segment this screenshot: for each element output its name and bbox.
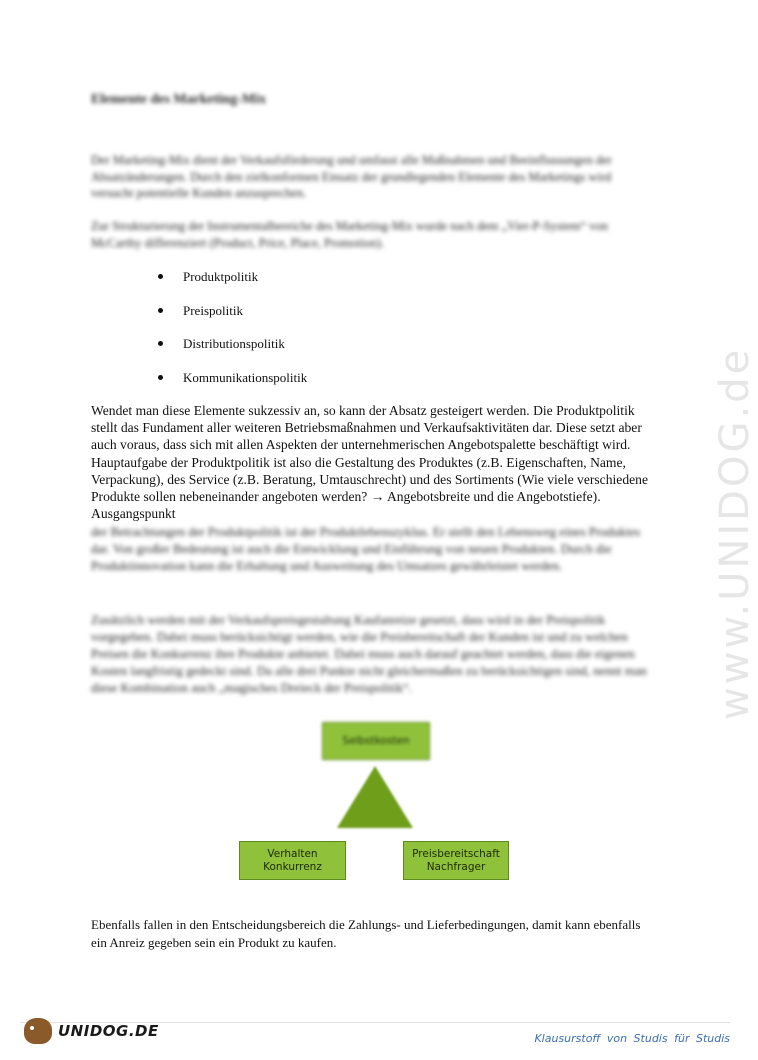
blurred-continuation: der Betrachtungen der Produktpolitik ist der Produktlebenszyklus. Er stellt den Lebensweg eines Produktes dar. Von großer Bedeutung ist auch die Entwicklung und Einführung von neuen Produkten. Durch die Produktinnovation kann die Erhaltung und Ausweitung des Umsatzes gewährleistet werden.: [91, 525, 641, 573]
diagram-right-label-2: Nachfrager: [426, 860, 486, 873]
diagram-left-label-1: Verhalten: [267, 847, 318, 860]
list-item: Distributionspolitik: [158, 335, 307, 369]
logo-text: UNIDOG.DE: [58, 1022, 159, 1040]
list-item: Preispolitik: [158, 302, 307, 336]
bullet-icon: [158, 308, 163, 313]
diagram-right-box: [403, 841, 509, 880]
bullet-list: [158, 268, 307, 402]
footer-slogan: Klausurstoff von Studis für Studis: [534, 1032, 730, 1045]
diagram-left-label-2: Konkurrenz: [263, 860, 322, 873]
price-paragraph: Zusätzlich werden mit der Verkaufspreisgestaltung Kaufanreize gesetzt, dass wird in der Preispolitik vorgegeben. Dabei muss berücksichtigt werden, wie die Preisbereitschaft der Kunden ist und zu welchen Preisen die Konkurrenz ihre Produkte anbietet. Dabei muss auch darauf geachtet werden, dass die eigenen Kosten langfristig gedeckt sind. Da alle drei Punkte nicht gleichermaßen zu berücksichtigen sind, nennt man diese Kombination auch „magisches Dreieck der Preispolitik“.: [91, 613, 647, 695]
footer-logo[interactable]: [24, 1018, 159, 1044]
structure-paragraph: Zur Strukturierung der Instrumentalbereiche des Marketing-Mix wurde nach dem „Vier-P-System“ von McCarthy differenziert (Product, Price, Place, Promotion).: [91, 219, 608, 250]
diagram-triangle: [337, 766, 413, 828]
document-heading: Elemente des Marketing-Mix: [91, 92, 266, 107]
list-item: Kommunikationspolitik: [158, 369, 307, 403]
diagram-top-label: Selbstkosten: [342, 734, 410, 747]
intro-paragraph: Der Marketing-Mix dient der Verkaufsförderung und umfasst alle Maßnahmen und Beeinflussungen der Absatzänderungen. Durch den zielkonformen Einsatz der grundlegenden Elemente des Marketings wird versucht potentielle Kunden anzusprechen.: [91, 153, 612, 200]
bullet-icon: [158, 375, 163, 380]
dog-icon: [24, 1018, 52, 1044]
main-paragraph: Wendet man diese Elemente sukzessiv an, so kann der Absatz gesteigert werden. Die Produktpolitik stellt das Fundament aller weiteren Betriebsmaßnahmen und Verkaufsaktivitäten dar. Diese setzt aber auch voraus, dass sich mit allen Aspekten der unternehmerischen Angebotspalette beschäftigt wird. Hauptaufgabe der Produktpolitik ist also die Gestaltung des Produktes (z.B. Eigenschaften, Name, Verpackung), des Service (z.B. Beratung, Umtauschrecht) und des Sortiments (Wie viele verschiedene Produkte sollen nebeneinander angeboten werden? → Angebotsbreite und die Angebotstiefe). Ausgangspunkt: [91, 403, 648, 522]
watermark: www.UNIDOG.de: [712, 346, 758, 720]
diagram-left-box: [239, 841, 346, 880]
diagram-right-label-1: Preisbereitschaft: [412, 847, 500, 860]
diagram-top-box: [322, 722, 430, 760]
list-item: Produktpolitik: [158, 268, 307, 302]
bullet-icon: [158, 341, 163, 346]
closing-paragraph: Ebenfalls fallen in den Entscheidungsbereich die Zahlungs- und Lieferbedingungen, damit kann ebenfalls ein Anreiz gegeben sein ein Produkt zu kaufen.: [91, 917, 641, 950]
bullet-icon: [158, 274, 163, 279]
